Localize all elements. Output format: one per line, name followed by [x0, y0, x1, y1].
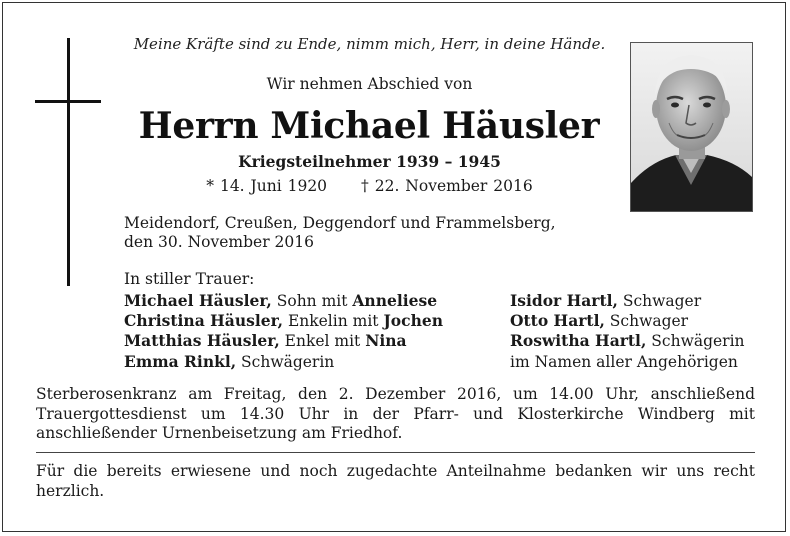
birth-date: * 14. Juni 1920	[206, 177, 328, 195]
ceremony-details: Sterberosenkranz am Freitag, den 2. Dezember 2016, um 14.00 Uhr, anschließend Trauergottesdienst um 14.30 Uhr in der Pfarr- und Klosterkirche Windberg mit anschließender Urnenbeisetzung am Friedhof.	[36, 385, 755, 442]
death-date: † 22. November 2016	[361, 177, 533, 195]
mourner-relation: Sohn mit	[271, 292, 353, 310]
section-divider	[36, 452, 755, 453]
intro-line: Wir nehmen Abschied von	[266, 75, 473, 93]
mourner-name: Isidor Hartl,	[510, 291, 618, 310]
mourners-left-column	[124, 291, 504, 372]
deceased-subtitle: Kriegsteilnehmer 1939 – 1945	[238, 152, 501, 171]
mourner-relation: Schwägerin	[646, 332, 745, 351]
mourner-relation: Enkel mit	[279, 332, 366, 351]
mourner-partner: Nina	[365, 331, 407, 351]
mourner-name: Otto Hartl,	[510, 311, 605, 331]
mourner-relation: Schwägerin	[236, 352, 335, 371]
mourner-entry	[510, 352, 760, 372]
mourner-relation: Schwager	[617, 292, 702, 310]
mourner-name: Roswitha Hartl,	[510, 331, 647, 351]
mourner-partner: Jochen	[383, 311, 443, 331]
deceased-name: Herrn Michael Häusler	[138, 105, 600, 147]
mourner-name: Emma Rinkl,	[124, 351, 237, 371]
date-line: den 30. November 2016	[124, 233, 314, 251]
place-line: Meidendorf, Creußen, Deggendorf und Frammelsberg,	[124, 214, 556, 232]
cross-vertical-bar	[67, 38, 70, 286]
mourner-relation: Schwager	[604, 312, 689, 331]
mourner-entry	[124, 291, 504, 311]
portrait-illustration	[631, 43, 752, 211]
mourner-name: Christina Häusler,	[124, 311, 284, 331]
mourner-name: Michael Häusler,	[124, 291, 272, 310]
mourner-entry	[124, 352, 504, 372]
mourners-heading: In stiller Trauer:	[124, 270, 255, 288]
place-and-date	[124, 214, 604, 252]
mourner-relation: Enkelin mit	[283, 312, 384, 331]
thanks-note: Für die bereits erwiesene und noch zugedachte Anteilnahme bedanken wir uns recht herzlich.	[36, 462, 755, 500]
mourner-entry	[510, 331, 760, 351]
mourner-entry	[510, 311, 760, 331]
portrait-photo	[630, 42, 753, 212]
mourner-relation: im Namen aller Angehörigen	[510, 352, 738, 371]
mourner-name: Matthias Häusler,	[124, 331, 280, 351]
motto-verse: Meine Kräfte sind zu Ende, nimm mich, Herr, in deine Hände.	[133, 35, 606, 53]
life-dates	[122, 176, 617, 196]
mourner-entry	[510, 291, 760, 311]
cross-horizontal-bar	[35, 100, 101, 103]
mourners-right-column	[510, 291, 760, 372]
mourner-entry	[124, 331, 504, 351]
mourner-partner: Anneliese	[352, 291, 438, 310]
mourner-entry	[124, 311, 504, 331]
